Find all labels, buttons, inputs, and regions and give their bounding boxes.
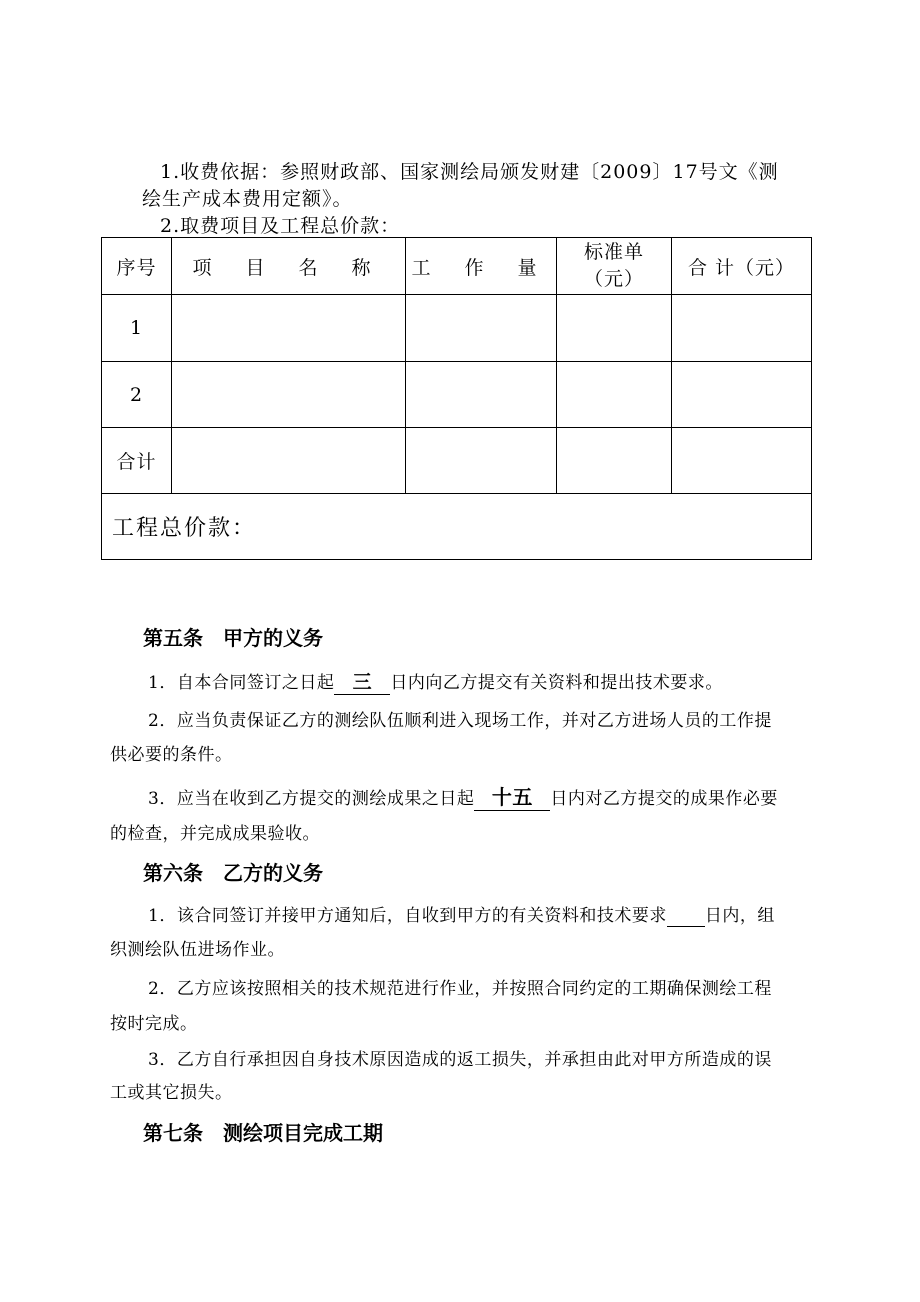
article-5-item-2-line-2: 供必要的条件。	[110, 745, 233, 765]
row-unit-price	[557, 295, 672, 362]
total-price-label: 工程总价款：	[102, 494, 812, 560]
row-total	[672, 295, 812, 362]
basis-line-3: 2.取费项目及工程总价款：	[160, 215, 401, 237]
row-item-name	[172, 362, 406, 428]
header-workload: 工 作 量	[406, 238, 557, 295]
row-total	[672, 428, 812, 494]
article-5-title: 第五条 甲方的义务	[143, 626, 323, 650]
row-no: 1	[102, 295, 172, 362]
article-5-item-3-line-2: 的检查，并完成成果验收。	[110, 824, 320, 844]
article-5-item-3-line-1: 3．应当在收到乙方提交的测绘成果之日起 十五 日内对乙方提交的成果作必要	[148, 781, 778, 811]
article-6-title: 第六条 乙方的义务	[143, 861, 323, 885]
header-unit-price: 标准单 （元）	[557, 238, 672, 295]
article-5-item-2-line-1: 2．应当负责保证乙方的测绘队伍顺利进入现场工作，并对乙方进场人员的工作提	[148, 711, 772, 731]
header-item-name: 项 目 名 称	[172, 238, 406, 295]
row-unit-price	[557, 362, 672, 428]
row-workload	[406, 362, 557, 428]
days-blank: 十五	[474, 781, 550, 811]
basis-line-1: 1.收费依据：参照财政部、国家测绘局颁发财建〔2009〕17号文《测	[160, 161, 779, 183]
article-6-item-3-line-1: 3．乙方自行承担因自身技术原因造成的返工损失，并承担由此对甲方所造成的误	[148, 1050, 772, 1070]
table-row	[102, 295, 812, 362]
row-no: 2	[102, 362, 172, 428]
header-total: 合 计（元）	[672, 238, 812, 295]
fee-table-header-row	[102, 238, 812, 295]
fee-table	[101, 237, 812, 560]
article-5-item-1: 1．自本合同签订之日起 三 日内向乙方提交有关资料和提出技术要求。	[148, 667, 723, 695]
table-row	[102, 362, 812, 428]
row-item-name	[172, 295, 406, 362]
article-6-item-2-line-1: 2．乙方应该按照相关的技术规范进行作业，并按照合同约定的工期确保测绘工程	[148, 979, 772, 999]
row-workload	[406, 295, 557, 362]
total-price-row	[102, 494, 812, 560]
row-total	[672, 362, 812, 428]
article-6-item-1-line-2: 织测绘队伍进场作业。	[110, 940, 285, 960]
row-workload	[406, 428, 557, 494]
row-no: 合计	[102, 428, 172, 494]
article-6-item-3-line-2: 工或其它损失。	[110, 1083, 233, 1103]
days-blank: 三	[334, 667, 390, 695]
header-no: 序号	[102, 238, 172, 295]
article-7-title: 第七条 测绘项目完成工期	[143, 1121, 383, 1145]
article-6-item-2-line-2: 按时完成。	[110, 1014, 198, 1034]
basis-line-2: 绘生产成本费用定额》。	[142, 188, 353, 210]
days-blank	[667, 906, 705, 927]
row-unit-price	[557, 428, 672, 494]
row-item-name	[172, 428, 406, 494]
table-row	[102, 428, 812, 494]
article-6-item-1-line-1: 1．该合同签订并接甲方通知后，自收到甲方的有关资料和技术要求 日内，组	[148, 906, 775, 926]
